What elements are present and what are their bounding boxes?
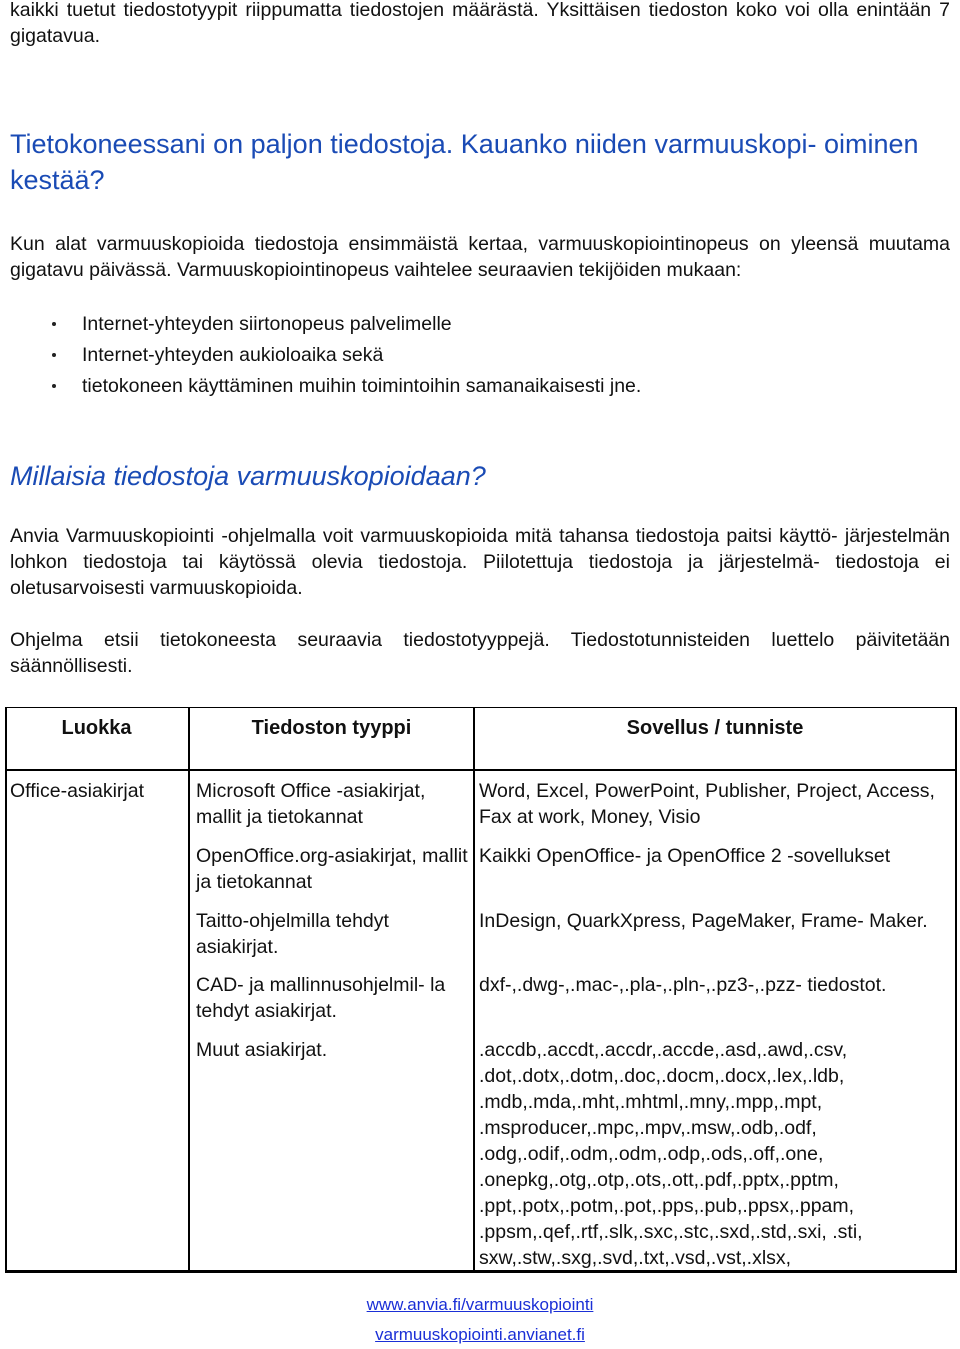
column-header-file-type: Tiedoston tyyppi bbox=[251, 717, 412, 739]
category-cell: Office-asiakirjat bbox=[10, 780, 145, 802]
table-border bbox=[5, 707, 7, 1272]
table-header-divider bbox=[5, 769, 957, 771]
footer-link-anvianet[interactable]: varmuuskopiointi.anvianet.fi bbox=[375, 1325, 585, 1344]
file-list-paragraph: Ohjelma etsii tietokoneesta seuraavia tiedostotyyppejä. Tiedostotunnisteiden luettelo päivitetään säännöllisesti. bbox=[10, 629, 950, 677]
column-header-application: Sovellus / tunniste bbox=[626, 717, 804, 739]
type-cell: Microsoft Office -asiakirjat, mallit ja tietokannat bbox=[196, 780, 426, 828]
heading-file-types: Millaisia tiedostoja varmuuskopioidaan? bbox=[10, 461, 486, 491]
bullet-icon bbox=[52, 353, 56, 357]
table-border bbox=[5, 707, 957, 708]
heading-backup-duration: Tietokoneessani on paljon tiedostoja. Kauanko niiden varmuuskopi- oiminen kestää? bbox=[10, 129, 919, 195]
app-cell: Kaikki OpenOffice- ja OpenOffice 2 -sovellukset bbox=[479, 845, 891, 867]
column-header-category: Luokka bbox=[61, 717, 132, 739]
intro-tail-paragraph: kaikki tuetut tiedostotyypit riippumatta tiedostojen määrästä. Yksittäisen tiedoston koko voi olla enintään 7 gigatavua. bbox=[10, 0, 950, 47]
list-item: tietokoneen käyttäminen muihin toimintoihin samanaikaisesti jne. bbox=[10, 371, 641, 402]
app-cell: InDesign, QuarkXpress, PageMaker, Frame- Maker. bbox=[479, 910, 928, 932]
bullet-icon bbox=[52, 322, 56, 326]
app-cell: dxf-,.dwg-,.mac-,.pla-,.pln-,.pz3-,.pzz- tiedostot. bbox=[479, 974, 887, 996]
type-cell: Taitto-ohjelmilla tehdyt asiakirjat. bbox=[196, 910, 389, 958]
table-border bbox=[955, 707, 957, 1272]
column-divider bbox=[188, 707, 190, 1272]
type-cell: Muut asiakirjat. bbox=[196, 1039, 328, 1061]
type-cell: CAD- ja mallinnusohjelmil- la tehdyt asiakirjat. bbox=[196, 974, 446, 1022]
factor-list bbox=[10, 309, 641, 402]
list-item: Internet-yhteyden aukioloaika sekä bbox=[10, 340, 641, 371]
app-cell: .accdb,.accdt,.accdr,.accde,.asd,.awd,.csv, .dot,.dotx,.dotm,.doc,.docm,.docx,.lex,.ldb, .mdb,.mda,.mht,.mhtml,.mny,.mpp,.mpt, .msproducer,.mpc,.mpv,.msw,.odb,.odf, .odg,.odif,.odm,.odm,.odp,.ods,.off,.one, .onepkg,.otg,.otp,.ots,.ott,.pdf,.pptx,.pptm, .ppt,.potx,.potm,.pot,.pps,.pub,.ppsx,.ppam, .ppsm,.qef,.rtf,.slk,.sxc,.stc,.sxd,.std,.sxi, .sti, sxw,.stw,.sxg,.svd,.txt,.vsd,.vst,.xlsx, bbox=[479, 1039, 863, 1269]
file-types-paragraph: Anvia Varmuuskopiointi -ohjelmalla voit varmuuskopioida mitä tahansa tiedostoja paitsi käyttö- järjestelmän lohkon tiedostoja tai käytössä olevia tiedostoja. Piilotettuja tiedostoja ja järjestelmä- tiedostoja ei oletusarvoisesti varmuuskopioida. bbox=[10, 525, 950, 599]
duration-paragraph: Kun alat varmuuskopioida tiedostoja ensimmäistä kertaa, varmuuskopiointinopeus on yleensä muutama gigatavu päivässä. Varmuuskopiointinopeus vaihtelee seuraavien tekijöiden mukaan: bbox=[10, 233, 950, 281]
bullet-icon bbox=[52, 384, 56, 388]
column-divider bbox=[473, 707, 475, 1272]
app-cell: Word, Excel, PowerPoint, Publisher, Project, Access, Fax at work, Money, Visio bbox=[479, 780, 935, 828]
footer-link-anvia[interactable]: www.anvia.fi/varmuuskopiointi bbox=[366, 1295, 594, 1314]
type-cell: OpenOffice.org-asiakirjat, mallit ja tietokannat bbox=[196, 845, 468, 893]
list-item: Internet-yhteyden siirtonopeus palvelimelle bbox=[10, 309, 641, 340]
